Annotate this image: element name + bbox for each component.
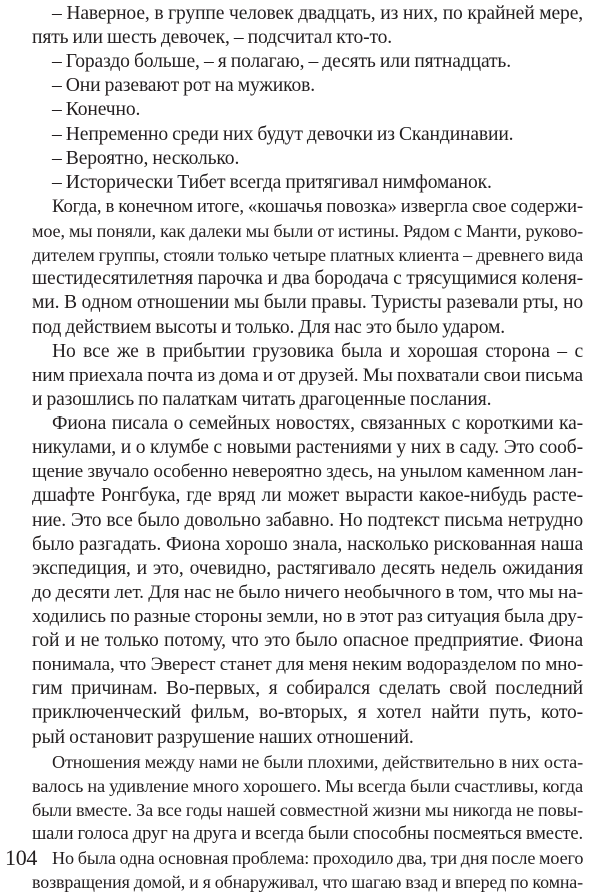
text-line: дшафте Ронгбука, где вряд ли может вырасти какое-нибудь расте- bbox=[32, 485, 583, 507]
text-line: гой и не только потому, что это было опасное предприятие. Фиона bbox=[32, 630, 583, 652]
text-line: шали голоса друг на друга и всегда были способны посмеяться вместе. bbox=[32, 823, 583, 845]
text-line: приключенческий фильм, во-вторых, я хотел найти путь, кото- bbox=[32, 702, 583, 724]
text-line: понимала, что Эверест станет для меня неким водоразделом по мно- bbox=[32, 654, 583, 676]
text-line: рый остановит разрушение наших отношений. bbox=[32, 726, 414, 748]
text-line: ми. В одном отношении мы были правы. Туристы разевали рты, но bbox=[32, 292, 583, 314]
text-line: – Наверное, в группе человек двадцать, из них, по крайней мере, bbox=[52, 3, 583, 24]
text-line: возвращения домой, и я обнаруживал, что шагаю взад и вперед по комна- bbox=[32, 872, 583, 893]
text-line: – Вероятно, несколько. bbox=[52, 147, 240, 169]
text-line: были вместе. За все годы нашей совместной жизни мы никогда не повы- bbox=[32, 799, 583, 820]
text-line: было разгадать. Фиона хорошо знала, насколько рискованная наша bbox=[32, 533, 583, 555]
text-line: мое, мы поняли, как далеки мы были от истины. Рядом с Манти, руково- bbox=[32, 221, 583, 242]
text-line: – Гораздо больше, – я полагаю, – десять или пятнадцать. bbox=[52, 51, 511, 73]
text-line: до десяти лет. Для нас не было ничего необычного в том, что мы на- bbox=[32, 581, 583, 603]
text-line: Но была одна основная проблема: проходило два, три дня после моего bbox=[52, 848, 584, 869]
text-line: – Конечно. bbox=[52, 99, 141, 121]
text-line: пять или шесть девочек, – подсчитал кто-то. bbox=[32, 27, 393, 49]
text-line: – Они разевают рот на мужиков. bbox=[52, 75, 315, 97]
text-line: – Исторически Тибет всегда притягивал нимфоманок. bbox=[52, 171, 492, 193]
text-line: под действием высоты и только. Для нас это было ударом. bbox=[32, 316, 506, 338]
text-line: шестидесятилетняя парочка и два бородача с трясущимися коленя- bbox=[32, 268, 583, 290]
text-line: Отношения между нами не были плохими, действительно в них оста- bbox=[52, 751, 583, 772]
text-line: и разошлись по палаткам читать драгоценные послания. bbox=[32, 388, 492, 410]
page-number: 104 bbox=[5, 845, 38, 870]
text-line: ние. Это все было довольно забавно. Но подтекст письма нетрудно bbox=[32, 509, 583, 531]
text-line: – Непременно среди них будут девочки из Скандинавии. bbox=[52, 123, 514, 145]
text-line: Когда, в конечном итоге, «кошачья повозка» извергла свое содержи- bbox=[52, 195, 583, 217]
text-line: дителем группы, стояли только четыре платных клиента – древнего вида bbox=[32, 245, 583, 266]
text-line: Но все же в прибытии грузовика была и хорошая сторона – с bbox=[52, 340, 583, 362]
text-line: щение звучало особенно невероятно здесь, на унылом каменном лан- bbox=[32, 461, 583, 483]
text-line: ним приехала почта из дома и от друзей. Мы похватали свои письма bbox=[32, 364, 583, 386]
text-line: Фиона писала о семейных новостях, связанных с короткими ка- bbox=[52, 413, 583, 435]
text-line: гим причинам. Во-первых, я собирался сделать свой последний bbox=[32, 678, 583, 700]
text-line: валось на удивление много хорошего. Мы всегда были счастливы, когда bbox=[32, 775, 583, 796]
text-line: никулами, и о клумбе с новыми растениями у них в саду. Это сооб- bbox=[32, 437, 583, 459]
text-line: ходились по разные стороны земли, но в этот раз ситуация была дру- bbox=[32, 606, 583, 627]
text-line: экспедиция, и это, очевидно, растягивало десять недель ожидания bbox=[32, 557, 583, 579]
